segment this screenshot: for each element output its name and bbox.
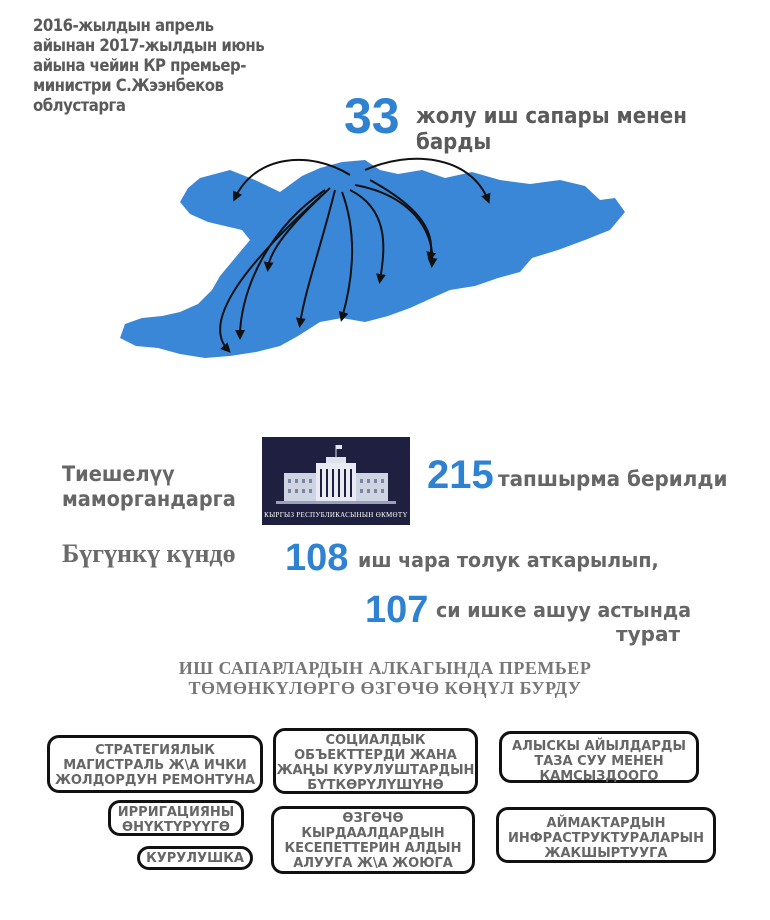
topic-construction: КУРУЛУШКА	[137, 846, 253, 870]
progress-count: 107	[365, 589, 429, 631]
intro-line-2: айынан 2017-жылдын июнь	[33, 36, 265, 56]
intro-line-3: айына чейин КР премьер-	[33, 56, 246, 76]
focus-title	[0, 658, 770, 698]
done-text: иш чара толук аткарылып,	[358, 548, 659, 572]
tasks-label-line-1: Тиешелүү	[62, 462, 175, 486]
focus-title-line-2: ТӨМӨНКҮЛӨРГӨ ӨЗГӨЧӨ КӨҢҮЛ БУРДУ	[188, 678, 582, 698]
tasks-text: тапшырма берилди	[498, 467, 728, 491]
focus-title-line-1: ИШ САПАРЛАРДЫН АЛКАГЫНДА ПРЕМЬЕР	[178, 658, 592, 678]
intro-line-4: министри С.Жээнбеков	[33, 76, 224, 96]
tasks-label	[62, 462, 236, 512]
trips-count: 33	[344, 88, 400, 144]
tasks-count: 215	[427, 453, 494, 497]
kyrgyzstan-map	[80, 140, 680, 425]
done-count: 108	[285, 537, 349, 579]
topic-roads: СТРАТЕГИЯЛЫК МАГИСТРАЛЬ Ж\А ИЧКИ ЖОЛДОРДУН РЕМОНТУНА	[47, 735, 263, 793]
tasks-label-line-2: маморгандарга	[62, 487, 236, 511]
government-building-icon	[262, 441, 410, 511]
topic-clean-water: АЛЫСКЫ АЙЫЛДАРДЫ ТАЗА СУУ МЕНЕН КАМСЫЗДООГО	[499, 731, 699, 783]
intro-text	[33, 16, 297, 116]
intro-line-5: облустарга	[33, 96, 126, 116]
government-logo	[262, 437, 410, 525]
progress-text-line-2: турат	[616, 622, 681, 646]
topic-emergencies: ӨЗГӨЧӨ КЫРДААЛДАРДЫН КЕСЕПЕТТЕРИН АЛДЫН АЛУУГА Ж\А ЖОЮГА	[271, 806, 475, 874]
logo-caption: КЫРГЫЗ РЕСПУБЛИКАСЫНЫН ӨКМӨТҮ	[264, 511, 408, 519]
trips-text: жолу иш сапары менен барды	[416, 104, 687, 155]
intro-line-1: 2016-жылдын апрель	[33, 16, 214, 36]
topic-infrastructure: АЙМАКТАРДЫН ИНФРАСТРУКТУРАЛАРЫН ЖАКШЫРТУУГА	[496, 807, 716, 863]
topic-social-objects: СОЦИАЛДЫК ОБЪЕКТТЕРДИ ЖАНА ЖАҢЫ КУРУЛУШТАРДЫН БҮТКӨРҮЛҮШҮНӨ	[273, 728, 478, 794]
topic-irrigation: ИРРИГАЦИЯНЫ ӨНҮКТҮРҮҮГӨ	[108, 800, 244, 836]
today-label: Бүгүнкү күндө	[62, 539, 236, 568]
progress-text-line-1: си ишке ашуу астында	[436, 598, 692, 622]
